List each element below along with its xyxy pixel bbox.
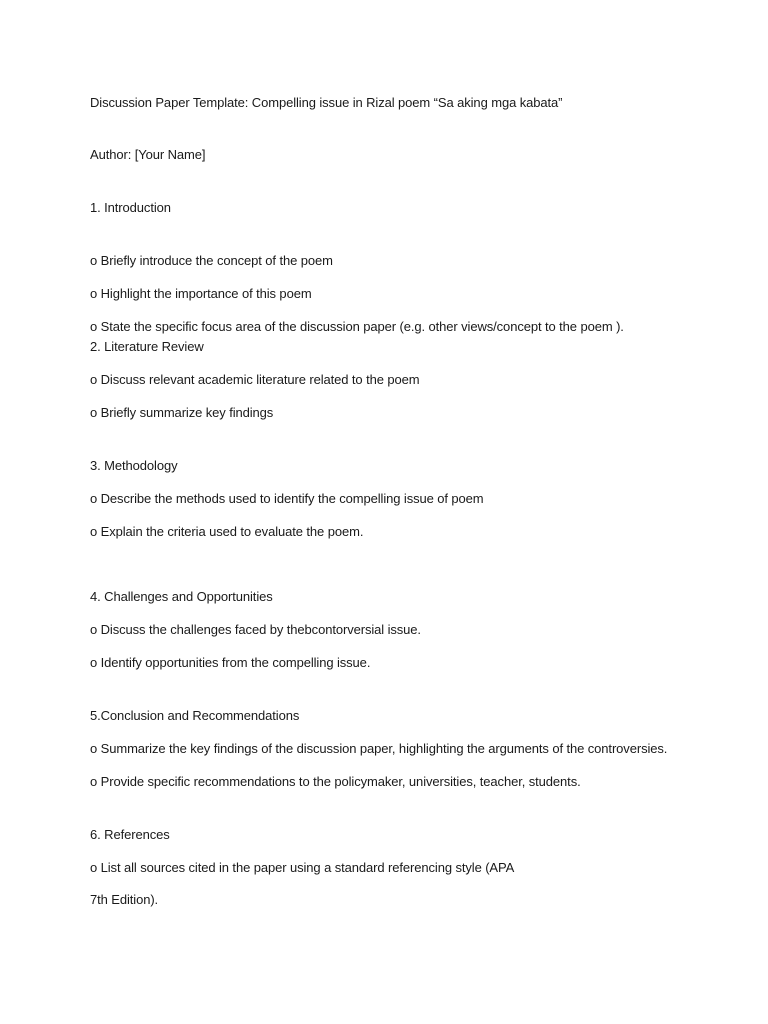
heading-methodology: 3. Methodology <box>90 458 178 473</box>
list-item: o State the specific focus area of the discussion paper (e.g. other views/concept to the poem ). <box>90 319 624 334</box>
list-item: o Discuss the challenges faced by thebcontorversial issue. <box>90 622 421 637</box>
author-line: Author: [Your Name] <box>90 147 206 162</box>
list-item: o Briefly summarize key findings <box>90 405 274 420</box>
list-item: 7th Edition). <box>90 892 159 907</box>
list-item: o Briefly introduce the concept of the poem <box>90 253 333 268</box>
list-item: o List all sources cited in the paper using a standard referencing style (APA <box>90 860 515 875</box>
list-item: o Identify opportunities from the compelling issue. <box>90 655 371 670</box>
heading-conclusion: 5.Conclusion and Recommendations <box>90 708 300 723</box>
list-item: o Describe the methods used to identify the compelling issue of poem <box>90 491 484 506</box>
list-item: o Discuss relevant academic literature related to the poem <box>90 372 420 387</box>
heading-references: 6. References <box>90 827 170 842</box>
heading-literature-review: 2. Literature Review <box>90 339 204 354</box>
list-item: o Explain the criteria used to evaluate the poem. <box>90 524 364 539</box>
heading-challenges: 4. Challenges and Opportunities <box>90 589 273 604</box>
document-title: Discussion Paper Template: Compelling issue in Rizal poem “Sa aking mga kabata” <box>90 95 563 110</box>
list-item: o Summarize the key findings of the discussion paper, highlighting the arguments of the controversies. <box>90 741 668 756</box>
list-item: o Provide specific recommendations to the policymaker, universities, teacher, students. <box>90 774 581 789</box>
list-item: o Highlight the importance of this poem <box>90 286 312 301</box>
heading-introduction: 1. Introduction <box>90 200 171 215</box>
